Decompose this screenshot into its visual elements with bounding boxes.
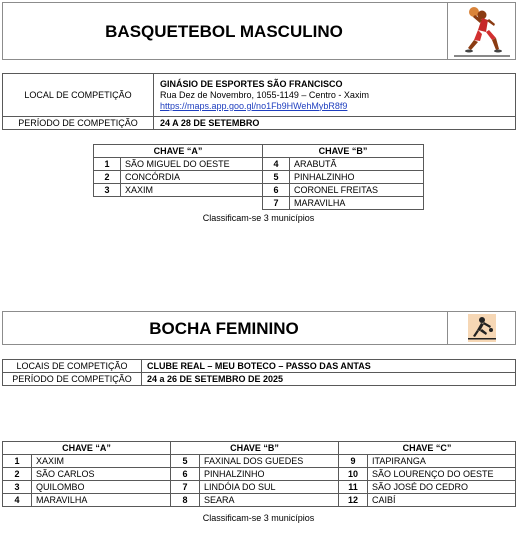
bocha-local-value: CLUBE REAL – MEU BOTECO – PASSO DAS ANTAS	[142, 360, 516, 373]
bocha-groups-table	[2, 441, 516, 507]
table-row: 1 XAXIM 5 FAXINAL DOS GUEDES 9 ITAPIRANGA	[3, 455, 516, 468]
bocha-group-a-header: CHAVE “A”	[3, 442, 171, 455]
table-row: 7 MARAVILHA	[94, 197, 424, 210]
basketball-image-cell	[447, 3, 516, 59]
basketball-player-icon	[452, 4, 512, 58]
group-b-header: CHAVE “B”	[263, 145, 424, 158]
bocha-image-cell	[447, 312, 516, 344]
bocha-title-box	[2, 311, 516, 345]
bocha-note: Classificam-se 3 municípios	[202, 513, 315, 523]
bocha-group-c-header: CHAVE “C”	[339, 442, 516, 455]
period-label: PERÍODO DE COMPETIÇÃO	[3, 117, 154, 130]
basketball-info-table	[2, 73, 516, 130]
bocha-period-value: 24 a 26 DE SETEMBRO DE 2025	[142, 373, 516, 386]
table-row: 2 CONCÓRDIA 5 PINHALZINHO	[94, 171, 424, 184]
table-row: 4 MARAVILHA 8 SEARA 12 CAIBÍ	[3, 494, 516, 507]
table-row: 3 XAXIM 6 CORONEL FREITAS	[94, 184, 424, 197]
bocha-info-table	[2, 359, 516, 386]
venue-map-link[interactable]: https://maps.app.goo.gl/no1Fb9HWehMybR8f9	[160, 100, 348, 111]
basketball-title: BASQUETEBOL MASCULINO	[105, 22, 343, 41]
bocha-player-icon	[468, 314, 496, 342]
venue-address: Rua Dez de Novembro, 1055-1149 – Centro - Xaxim	[160, 89, 369, 100]
basketball-title-box	[2, 2, 516, 60]
group-a-header: CHAVE “A”	[94, 145, 263, 158]
venue-cell	[154, 74, 516, 117]
bocha-local-label: LOCAIS DE COMPETIÇÃO	[3, 360, 142, 373]
basketball-groups-table	[93, 144, 424, 210]
bocha-group-b-header: CHAVE “B”	[171, 442, 339, 455]
table-row: 2 SÃO CARLOS 6 PINHALZINHO 10 SÃO LOURENÇO DO OESTE	[3, 468, 516, 481]
table-row: 3 QUILOMBO 7 LINDÓIA DO SUL 11 SÃO JOSÉ DO CEDRO	[3, 481, 516, 494]
basketball-note: Classificam-se 3 municípios	[202, 213, 315, 223]
bocha-period-label: PERÍODO DE COMPETIÇÃO	[3, 373, 142, 386]
local-label: LOCAL DE COMPETIÇÃO	[3, 74, 154, 117]
bocha-title: BOCHA FEMININO	[149, 319, 299, 338]
table-row: 1 SÃO MIGUEL DO OESTE 4 ARABUTÃ	[94, 158, 424, 171]
period-value: 24 A 28 DE SETEMBRO	[154, 117, 516, 130]
venue-name: GINÁSIO DE ESPORTES SÃO FRANCISCO	[160, 78, 343, 89]
